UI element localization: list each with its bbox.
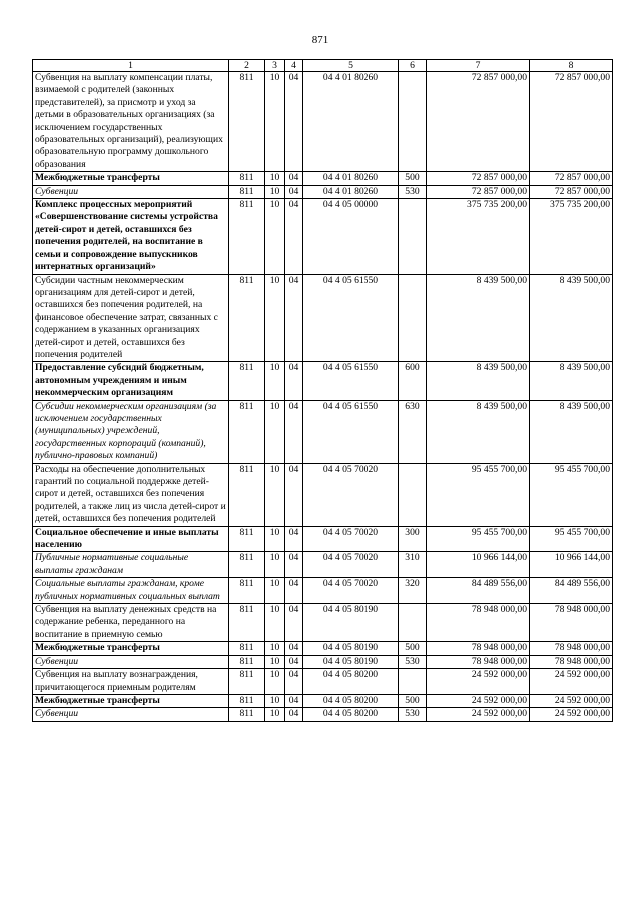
subsection-cell: 04 [285,552,303,578]
row-name-cell: Субсидии некоммерческим организациям (за исключением государственных (муниципальных) учреждений, государственных корпораций (компаний), публично-правовых компаний) [33,400,229,463]
table-row [33,274,613,362]
section-cell: 10 [265,400,285,463]
table-row [33,362,613,400]
table-row [33,463,613,526]
amount-cell: 375 735 200,00 [530,199,613,274]
expense-type-cell: 530 [399,185,427,198]
section-cell: 10 [265,185,285,198]
row-name-cell: Социальные выплаты гражданам, кроме публичных нормативных социальных выплат [33,578,229,604]
amount-cell: 72 857 000,00 [427,172,530,185]
row-name-cell: Субвенции [33,708,229,721]
amount-cell: 72 857 000,00 [427,185,530,198]
target-article-cell: 04 4 05 61550 [303,274,399,362]
subsection-cell: 04 [285,708,303,721]
subsection-cell: 04 [285,199,303,274]
section-cell: 10 [265,463,285,526]
row-name-cell: Публичные нормативные социальные выплаты гражданам [33,552,229,578]
amount-cell: 24 592 000,00 [530,669,613,695]
expense-type-cell: 530 [399,708,427,721]
row-name-cell: Субвенции [33,655,229,668]
target-article-cell: 04 4 05 80200 [303,694,399,707]
row-name-cell: Комплекс процессных мероприятий «Совершенствование системы устройства детей-сирот и детей, оставшихся без попечения родителей, на воспитание в семьи и сопровождение выпускников интернатных организаций» [33,199,229,274]
amount-cell: 24 592 000,00 [427,669,530,695]
section-cell: 10 [265,72,285,172]
amount-cell: 8 439 500,00 [427,362,530,400]
amount-cell: 375 735 200,00 [427,199,530,274]
target-article-cell: 04 4 05 70020 [303,463,399,526]
expense-type-cell [399,72,427,172]
expense-type-cell: 600 [399,362,427,400]
budget-table [32,59,613,722]
column-header: 4 [285,60,303,72]
amount-cell: 95 455 700,00 [427,526,530,552]
expense-type-cell: 500 [399,694,427,707]
row-name-cell: Расходы на обеспечение дополнительных гарантий по социальной поддержке детей-сирот и детей, оставшихся без попечения родителей, а также лиц из числа детей-сирот и детей, оставшихся без попечения родителей [33,463,229,526]
expense-type-cell: 500 [399,642,427,655]
expense-type-cell [399,463,427,526]
subsection-cell: 04 [285,642,303,655]
row-name-cell: Межбюджетные трансферты [33,694,229,707]
target-article-cell: 04 4 05 00000 [303,199,399,274]
row-name-cell: Субвенции [33,185,229,198]
expense-type-cell: 300 [399,526,427,552]
row-name-cell: Межбюджетные трансферты [33,642,229,655]
amount-cell: 78 948 000,00 [427,642,530,655]
table-row [33,642,613,655]
amount-cell: 84 489 556,00 [530,578,613,604]
column-header: 2 [229,60,265,72]
subsection-cell: 04 [285,463,303,526]
target-article-cell: 04 4 05 80200 [303,669,399,695]
target-article-cell: 04 4 05 70020 [303,526,399,552]
admin-code-cell: 811 [229,642,265,655]
amount-cell: 8 439 500,00 [530,400,613,463]
target-article-cell: 04 4 05 61550 [303,400,399,463]
section-cell: 10 [265,694,285,707]
table-row [33,578,613,604]
amount-cell: 78 948 000,00 [427,655,530,668]
subsection-cell: 04 [285,72,303,172]
section-cell: 10 [265,604,285,642]
column-header: 3 [265,60,285,72]
row-name-cell: Субвенция на выплату компенсации платы, взимаемой с родителей (законных представителей), за присмотр и уход за детьми в образовательных организациях (за исключением государственных образовательных организаций), реализующих образовательную программу дошкольного образования [33,72,229,172]
expense-type-cell: 630 [399,400,427,463]
column-header: 5 [303,60,399,72]
column-header: 1 [33,60,229,72]
page-number: 871 [311,34,329,46]
expense-type-cell [399,199,427,274]
admin-code-cell: 811 [229,185,265,198]
section-cell: 10 [265,362,285,400]
amount-cell: 72 857 000,00 [427,72,530,172]
expense-type-cell: 310 [399,552,427,578]
target-article-cell: 04 4 05 61550 [303,362,399,400]
target-article-cell: 04 4 01 80260 [303,172,399,185]
table-row [33,526,613,552]
expense-type-cell [399,604,427,642]
target-article-cell: 04 4 05 70020 [303,578,399,604]
admin-code-cell: 811 [229,552,265,578]
amount-cell: 8 439 500,00 [427,274,530,362]
amount-cell: 72 857 000,00 [530,185,613,198]
admin-code-cell: 811 [229,578,265,604]
section-cell: 10 [265,526,285,552]
admin-code-cell: 811 [229,400,265,463]
section-cell: 10 [265,578,285,604]
subsection-cell: 04 [285,694,303,707]
admin-code-cell: 811 [229,463,265,526]
amount-cell: 78 948 000,00 [530,655,613,668]
expense-type-cell [399,274,427,362]
amount-cell: 95 455 700,00 [427,463,530,526]
amount-cell: 24 592 000,00 [530,708,613,721]
target-article-cell: 04 4 01 80260 [303,72,399,172]
amount-cell: 78 948 000,00 [530,604,613,642]
subsection-cell: 04 [285,400,303,463]
target-article-cell: 04 4 05 80190 [303,655,399,668]
section-cell: 10 [265,274,285,362]
target-article-cell: 04 4 05 80190 [303,642,399,655]
amount-cell: 95 455 700,00 [530,463,613,526]
column-header: 8 [530,60,613,72]
row-name-cell: Субсидии частным некоммерческим организациям для детей-сирот и детей, оставшихся без попечения родителей, на финансовое обеспечение затрат, связанных с содержанием в указанных организациях детей-сирот и детей, оставшихся без попечения родителей [33,274,229,362]
row-name-cell: Межбюджетные трансферты [33,172,229,185]
amount-cell: 8 439 500,00 [530,362,613,400]
admin-code-cell: 811 [229,694,265,707]
admin-code-cell: 811 [229,526,265,552]
amount-cell: 78 948 000,00 [530,642,613,655]
admin-code-cell: 811 [229,604,265,642]
amount-cell: 24 592 000,00 [427,708,530,721]
section-cell: 10 [265,642,285,655]
amount-cell: 72 857 000,00 [530,172,613,185]
amount-cell: 78 948 000,00 [427,604,530,642]
table-row [33,604,613,642]
table-row [33,172,613,185]
amount-cell: 24 592 000,00 [530,694,613,707]
row-name-cell: Субвенция на выплату вознаграждения, причитающегося приемным родителям [33,669,229,695]
admin-code-cell: 811 [229,669,265,695]
section-cell: 10 [265,655,285,668]
admin-code-cell: 811 [229,362,265,400]
table-row [33,199,613,274]
admin-code-cell: 811 [229,655,265,668]
amount-cell: 84 489 556,00 [427,578,530,604]
table-row [33,185,613,198]
table-row [33,694,613,707]
table-row [33,552,613,578]
expense-type-cell [399,669,427,695]
target-article-cell: 04 4 01 80260 [303,185,399,198]
amount-cell: 95 455 700,00 [530,526,613,552]
amount-cell: 8 439 500,00 [427,400,530,463]
subsection-cell: 04 [285,362,303,400]
table-row [33,669,613,695]
expense-type-cell: 320 [399,578,427,604]
target-article-cell: 04 4 05 80190 [303,604,399,642]
subsection-cell: 04 [285,172,303,185]
subsection-cell: 04 [285,655,303,668]
subsection-cell: 04 [285,526,303,552]
amount-cell: 10 966 144,00 [427,552,530,578]
section-cell: 10 [265,708,285,721]
admin-code-cell: 811 [229,199,265,274]
table-header-row [33,60,613,72]
table-row [33,400,613,463]
table-body [33,72,613,722]
section-cell: 10 [265,669,285,695]
row-name-cell: Предоставление субсидий бюджетным, автономным учреждениям и иным некоммерческим организациям [33,362,229,400]
subsection-cell: 04 [285,604,303,642]
expense-type-cell: 500 [399,172,427,185]
admin-code-cell: 811 [229,708,265,721]
row-name-cell: Субвенция на выплату денежных средств на содержание ребенка, переданного на воспитание в приемную семью [33,604,229,642]
section-cell: 10 [265,199,285,274]
subsection-cell: 04 [285,185,303,198]
table-row [33,708,613,721]
amount-cell: 8 439 500,00 [530,274,613,362]
admin-code-cell: 811 [229,172,265,185]
admin-code-cell: 811 [229,72,265,172]
subsection-cell: 04 [285,578,303,604]
amount-cell: 10 966 144,00 [530,552,613,578]
column-header: 6 [399,60,427,72]
target-article-cell: 04 4 05 70020 [303,552,399,578]
subsection-cell: 04 [285,274,303,362]
section-cell: 10 [265,172,285,185]
section-cell: 10 [265,552,285,578]
amount-cell: 72 857 000,00 [530,72,613,172]
table-row [33,72,613,172]
admin-code-cell: 811 [229,274,265,362]
table-row [33,655,613,668]
target-article-cell: 04 4 05 80200 [303,708,399,721]
expense-type-cell: 530 [399,655,427,668]
amount-cell: 24 592 000,00 [427,694,530,707]
column-header: 7 [427,60,530,72]
row-name-cell: Социальное обеспечение и иные выплаты населению [33,526,229,552]
subsection-cell: 04 [285,669,303,695]
